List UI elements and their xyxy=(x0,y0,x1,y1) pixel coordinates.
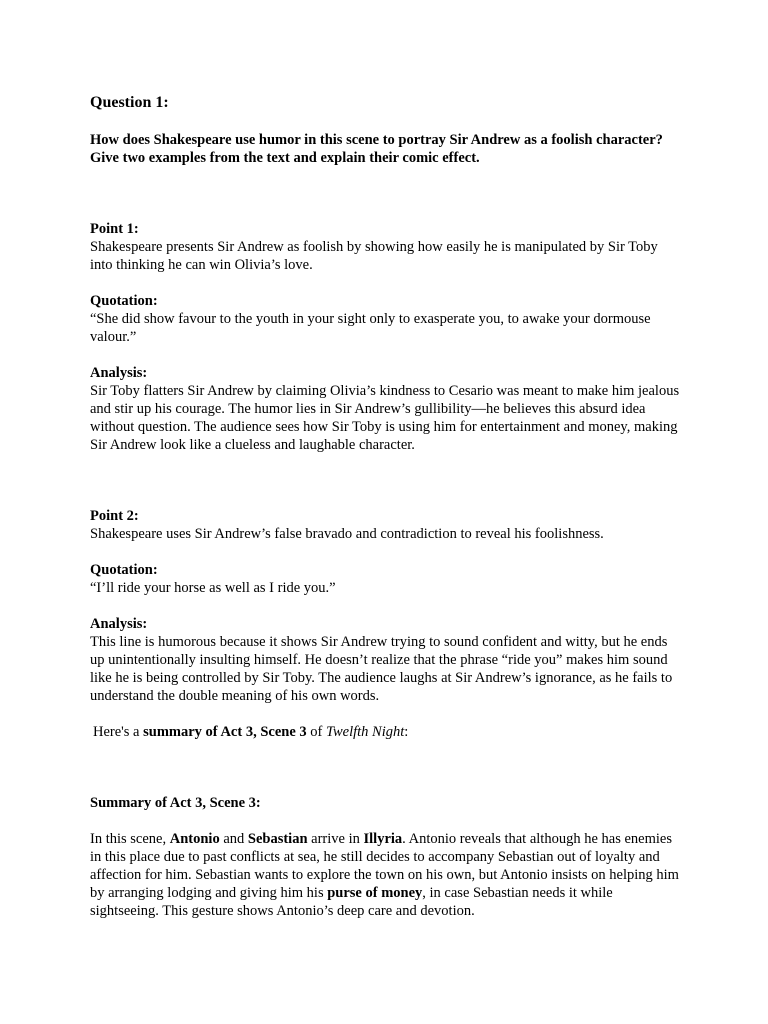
question-prompt: How does Shakespeare use humor in this scene to portray Sir Andrew as a foolish character? Give two examples from the text and explain their comic effect. xyxy=(90,132,663,166)
summary-intro-suffix: : xyxy=(404,724,409,740)
summary-paragraph xyxy=(90,830,680,920)
play-title: Twelfth Night xyxy=(325,724,405,740)
purse-of-money: purse of money xyxy=(327,885,423,901)
summary-intro-mid: of xyxy=(306,724,326,740)
name-antonio: Antonio xyxy=(169,831,220,847)
point-1-quotation: “She did show favour to the youth in your sight only to exasperate you, to awake your dormouse valour.” xyxy=(90,311,651,345)
point-2-quotation-section xyxy=(90,561,680,597)
point-2-analysis-label: Analysis: xyxy=(90,616,148,632)
point-1-analysis-section xyxy=(90,364,680,454)
summary-heading xyxy=(90,794,680,812)
question-title: Question 1: xyxy=(90,94,169,111)
point-1-analysis-label: Analysis: xyxy=(90,365,148,381)
summary-text-start: In this scene, xyxy=(90,831,170,847)
summary-text-and: and xyxy=(219,831,248,847)
document-page xyxy=(90,93,680,920)
point-2-quotation: “I’ll ride your horse as well as I ride you.” xyxy=(90,580,336,596)
point-1-label: Point 1: xyxy=(90,221,139,237)
point-1-quotation-section xyxy=(90,292,680,346)
point-2-analysis-section xyxy=(90,615,680,705)
point-2-analysis: This line is humorous because it shows Sir Andrew trying to sound confident and witty, but he ends up unintentionally insulting himself. He doesn’t realize that the phrase “ride you” makes him sound like he is being controlled by Sir Toby. The audience laughs at Sir Andrew’s ignorance, as he fails to understand the double meaning of his own words. xyxy=(90,634,673,704)
summary-text-arrive: arrive in xyxy=(307,831,364,847)
summary-intro-prefix: Here's a xyxy=(93,724,144,740)
summary-heading-text: Summary of Act 3, Scene 3: xyxy=(90,795,261,811)
name-sebastian: Sebastian xyxy=(247,831,308,847)
point-2-text: Shakespeare uses Sir Andrew’s false bravado and contradiction to reveal his foolishness. xyxy=(90,526,604,542)
point-1-text: Shakespeare presents Sir Andrew as foolish by showing how easily he is manipulated by Sir Toby into thinking he can win Olivia’s love. xyxy=(90,239,658,273)
summary-text-body: . Antonio reveals that although he has enemies in this place due to past conflicts at sea, he still decides to accompany Sebastian out of loyalty and affection for him. Sebastian wants to explore the town on his own, but Antonio insists on helping him by arranging lodging and giving him his xyxy=(90,831,679,901)
summary-text-end: , in case Sebastian needs it while sightseeing. This gesture shows Antonio’s deep care and devotion. xyxy=(90,885,613,919)
point-1-analysis: Sir Toby flatters Sir Andrew by claiming Olivia’s kindness to Cesario was meant to make him jealous and stir up his courage. The humor lies in Sir Andrew’s gullibility—he believes this absurd idea without question. The audience sees how Sir Toby is using him for entertainment and money, making Sir Andrew look like a clueless and laughable character. xyxy=(90,383,680,453)
place-illyria: Illyria xyxy=(363,831,403,847)
point-2-label: Point 2: xyxy=(90,508,139,524)
point-1-section xyxy=(90,220,680,274)
summary-intro-bold: summary of Act 3, Scene 3 xyxy=(143,724,307,740)
point-1-quotation-label: Quotation: xyxy=(90,293,158,309)
summary-intro xyxy=(90,723,680,741)
point-2-section xyxy=(90,507,680,543)
point-2-quotation-label: Quotation: xyxy=(90,562,158,578)
